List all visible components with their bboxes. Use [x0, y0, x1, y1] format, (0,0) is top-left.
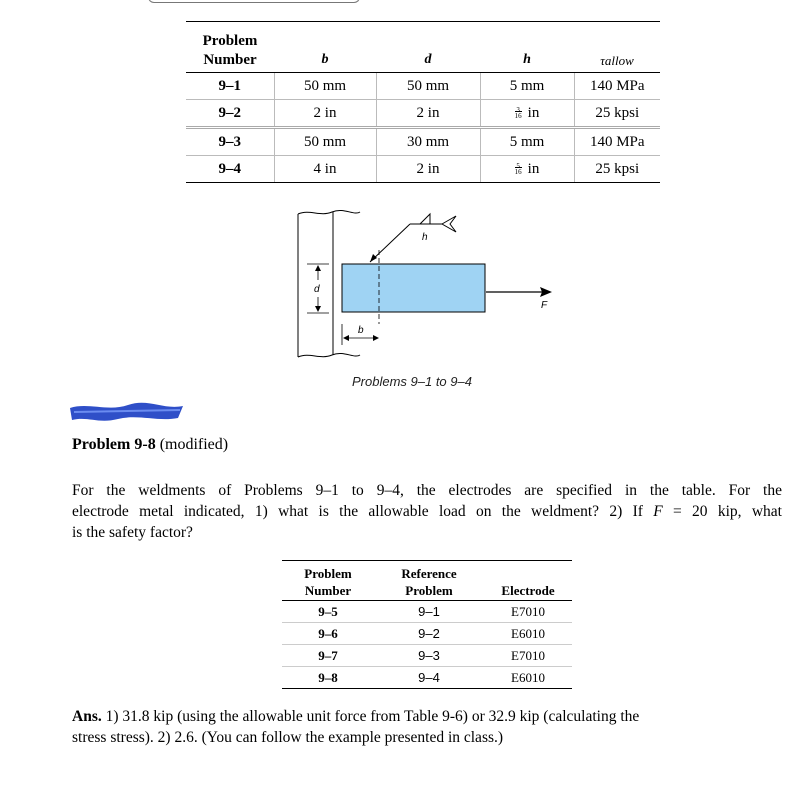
- cell-num: 9–4: [186, 156, 274, 183]
- table-row: [282, 601, 572, 623]
- cell-num: 9–6: [282, 623, 374, 645]
- table-row: [186, 128, 660, 156]
- table-row: [186, 100, 660, 128]
- electrode-table: [282, 560, 572, 689]
- weld-tail: [442, 216, 456, 232]
- cell-tau: 140 MPa: [574, 73, 660, 100]
- cell-electrode: E6010: [484, 667, 572, 689]
- cell-ref: 9–3: [374, 645, 484, 667]
- dimensions-table: [186, 21, 660, 183]
- header-b: b: [274, 22, 376, 73]
- leader-arrow: [370, 254, 377, 262]
- problem-title: Problem 9-8 (modified): [72, 436, 229, 453]
- cell-h: 5 mm: [480, 73, 574, 100]
- table-header-row: [186, 22, 660, 73]
- cell-num: 9–1: [186, 73, 274, 100]
- header-tau-allow: τallow: [574, 22, 660, 73]
- cell-ref: 9–1: [374, 601, 484, 623]
- welded-plate: [342, 264, 485, 312]
- cell-d: 2 in: [376, 100, 480, 128]
- redaction-scribble: [68, 400, 188, 424]
- cell-tau: 140 MPa: [574, 128, 660, 156]
- fillet-symbol: [420, 214, 430, 224]
- table-row: [282, 645, 572, 667]
- cell-d: 30 mm: [376, 128, 480, 156]
- cell-b: 4 in: [274, 156, 376, 183]
- cell-d: 2 in: [376, 156, 480, 183]
- wall-top-break: [298, 210, 360, 214]
- fraction: 5 16: [514, 162, 522, 177]
- cell-d: 50 mm: [376, 73, 480, 100]
- cell-num: 9–7: [282, 645, 374, 667]
- header-problem-number: Problem Number: [186, 22, 274, 73]
- cell-tau: 25 kpsi: [574, 156, 660, 183]
- header-electrode: Electrode: [484, 561, 572, 601]
- cell-ref: 9–2: [374, 623, 484, 645]
- cell-h: 3 16 in: [480, 100, 574, 128]
- table-row: [282, 667, 572, 689]
- cell-h: 5 mm: [480, 128, 574, 156]
- label-F: F: [541, 300, 548, 311]
- header-reference-problem: Reference Problem: [374, 561, 484, 601]
- d-arrow-up: [315, 265, 321, 271]
- cell-num: 9–5: [282, 601, 374, 623]
- table-header-row: [282, 561, 572, 601]
- cell-electrode: E6010: [484, 623, 572, 645]
- label-b: b: [358, 325, 364, 336]
- header-problem-number: Problem Number: [282, 561, 374, 601]
- cell-b: 2 in: [274, 100, 376, 128]
- cell-electrode: E7010: [484, 645, 572, 667]
- table-row: [282, 623, 572, 645]
- cell-tau: 25 kpsi: [574, 100, 660, 128]
- answer-text: Ans. 1) 31.8 kip (using the allowable unit force from Table 9-6) or 32.9 kip (calculating the stress stress). 2) 2.6. (You can follow the example presented in class.): [72, 708, 640, 746]
- cell-electrode: E7010: [484, 601, 572, 623]
- header-d: d: [376, 22, 480, 73]
- fraction: 3 16: [514, 106, 522, 121]
- label-d: d: [314, 284, 320, 295]
- cell-b: 50 mm: [274, 73, 376, 100]
- table-row: [186, 73, 660, 100]
- b-arrow-right: [373, 335, 379, 341]
- cell-num: 9–3: [186, 128, 274, 156]
- figure-caption: Problems 9–1 to 9–4: [352, 374, 472, 389]
- cell-h: 5 16 in: [480, 156, 574, 183]
- problem-statement: For the weldments of Problems 9–1 to 9–4, the electrodes are specified in the table. For the electrode metal indicated, 1) what is the allowable load on the weldment? 2) If F = 20 kip, what is the safety factor?: [72, 482, 782, 541]
- cell-num: 9–2: [186, 100, 274, 128]
- leader-line: [370, 224, 410, 262]
- table-row: [186, 156, 660, 183]
- label-h: h: [422, 232, 428, 243]
- cell-ref: 9–4: [374, 667, 484, 689]
- cell-b: 50 mm: [274, 128, 376, 156]
- header-h: h: [480, 22, 574, 73]
- d-arrow-down: [315, 306, 321, 312]
- weldment-figure: [290, 200, 560, 400]
- wall-bottom-break: [298, 353, 360, 357]
- cell-num: 9–8: [282, 667, 374, 689]
- b-arrow-left: [343, 335, 349, 341]
- top-crop-artifact: [148, 0, 360, 3]
